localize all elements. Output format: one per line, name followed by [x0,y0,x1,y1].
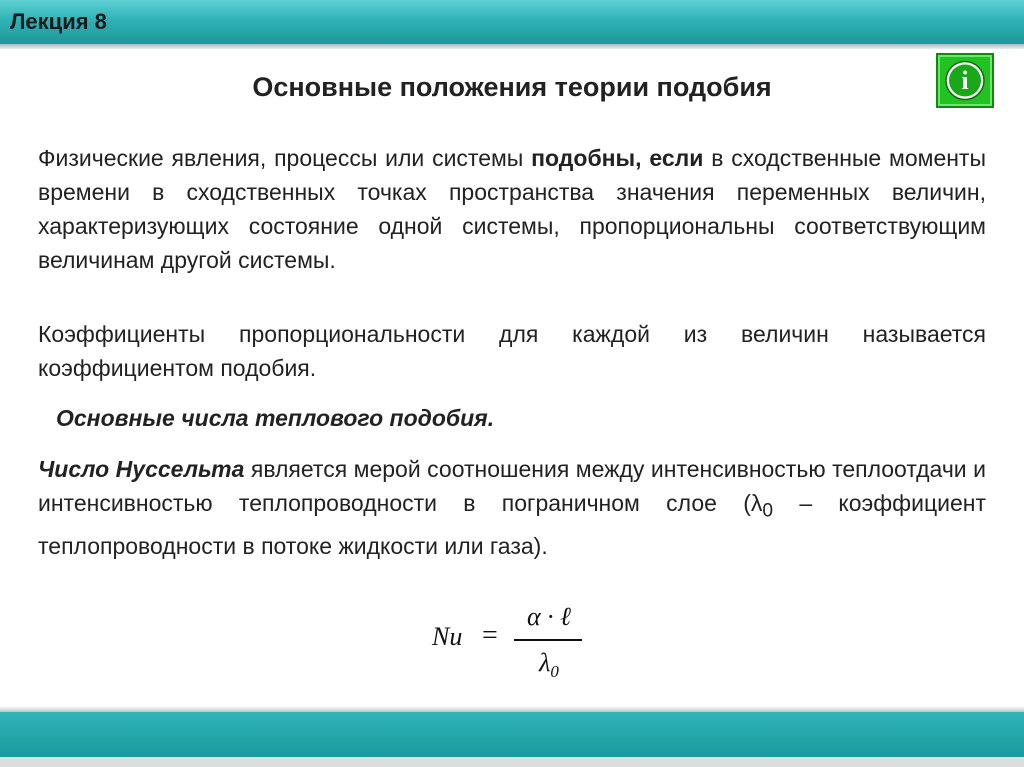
nusselt-formula [432,604,582,690]
header-bar-shadow [0,44,1024,49]
formula-fraction-bar [514,639,582,641]
definition-bold-term: подобны, если [531,145,704,171]
nusselt-term: Число Нуссельта [38,456,245,482]
formula-denominator [516,648,582,682]
info-icon[interactable] [936,53,994,108]
info-icon-graphic [938,55,992,106]
similarity-definition-paragraph [38,141,986,277]
definition-text-end: в сходственные моменты времени в сходственных точках пространства значения переменных величин, характеризующих состояние одной системы, пропорциональны соответствующим величинам другой системы. [38,145,987,273]
formula-lhs: Nu [432,622,463,651]
info-icon-symbol: i [961,66,969,95]
formula-denominator-symbol: λ [539,648,551,677]
slide-title: Основные положения теории подобия [252,72,772,102]
header-bar [0,0,1024,44]
nusselt-text: является мерой соотношения между интенсивностью теплоотдачи и интенсивностью теплопроводности в пограничном слое (λ [38,456,986,516]
footer-bar [0,712,1024,757]
similarity-coefficient-paragraph: Коэффициенты пропорциональности для каждой из величин называется коэффициентом подобия. [38,321,986,381]
nusselt-subscript: 0 [762,500,774,522]
nusselt-text-end: – коэффициент теплопроводности в потоке жидкости или газа). [38,490,986,559]
definition-text-start: Физические явления, процессы или системы [38,145,532,171]
lecture-label: Лекция 8 [10,9,107,34]
thermal-similarity-subheading: Основные числа теплового подобия. [56,405,495,431]
footer-strip [0,757,1024,767]
formula-equals: = [482,620,498,651]
formula-denominator-subscript: 0 [550,662,559,682]
nusselt-paragraph [38,452,986,563]
formula-numerator: α · ℓ [527,602,571,631]
